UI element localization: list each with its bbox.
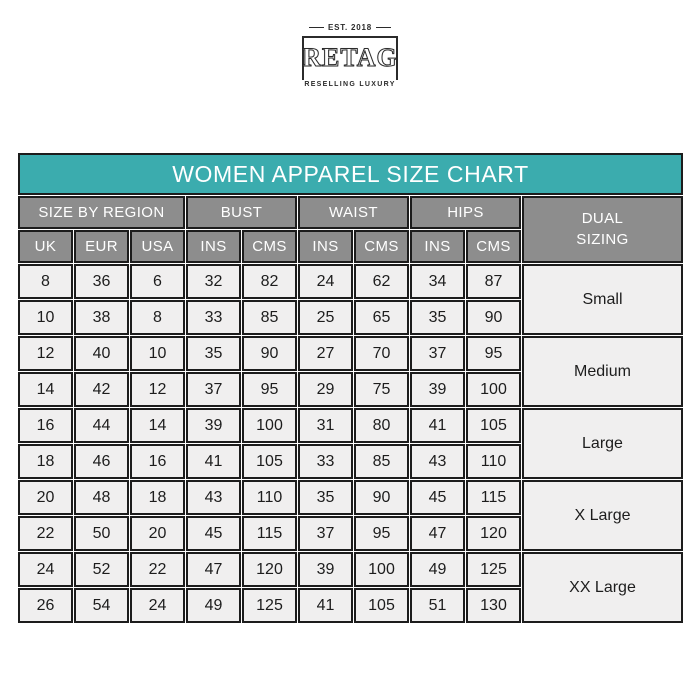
size-cell: 115 <box>466 480 521 515</box>
column-header-dual-sizing <box>522 196 683 263</box>
column-group-size-by-region: SIZE BY REGION <box>18 196 185 229</box>
size-cell: 37 <box>410 336 465 371</box>
size-cell: 95 <box>242 372 297 407</box>
size-cell: 12 <box>18 336 73 371</box>
column-group-hips: HIPS <box>410 196 521 229</box>
size-cell: 125 <box>242 588 297 623</box>
size-cell: 10 <box>18 300 73 335</box>
size-cell: 50 <box>74 516 129 551</box>
size-cell: 35 <box>298 480 353 515</box>
table-row <box>18 264 683 299</box>
column-header-eur: EUR <box>74 230 129 263</box>
column-header-usa: USA <box>130 230 185 263</box>
size-cell: 39 <box>298 552 353 587</box>
size-cell: 125 <box>466 552 521 587</box>
size-cell: 45 <box>410 480 465 515</box>
size-cell: 85 <box>242 300 297 335</box>
chart-title: WOMEN APPAREL SIZE CHART <box>18 153 683 195</box>
size-cell: 105 <box>354 588 409 623</box>
size-cell: 62 <box>354 264 409 299</box>
size-cell: 100 <box>354 552 409 587</box>
size-cell: 39 <box>186 408 241 443</box>
size-cell: 41 <box>410 408 465 443</box>
logo-established-line <box>302 23 398 32</box>
size-cell: 41 <box>186 444 241 479</box>
logo-established-text: EST. 2018 <box>327 23 373 32</box>
size-cell: 46 <box>74 444 129 479</box>
size-cell: 85 <box>354 444 409 479</box>
size-cell: 38 <box>74 300 129 335</box>
table-row <box>18 552 683 587</box>
size-cell: 82 <box>242 264 297 299</box>
size-cell: 33 <box>298 444 353 479</box>
dual-size-label-large: Large <box>522 408 683 479</box>
size-cell: 105 <box>466 408 521 443</box>
size-cell: 115 <box>242 516 297 551</box>
size-cell: 87 <box>466 264 521 299</box>
size-cell: 100 <box>466 372 521 407</box>
dual-size-label-medium: Medium <box>522 336 683 407</box>
size-cell: 24 <box>298 264 353 299</box>
size-cell: 49 <box>410 552 465 587</box>
column-group-waist: WAIST <box>298 196 409 229</box>
size-cell: 95 <box>354 516 409 551</box>
dual-size-label-x-large: X Large <box>522 480 683 551</box>
dual-size-label-small: Small <box>522 264 683 335</box>
size-cell: 120 <box>466 516 521 551</box>
size-cell: 110 <box>242 480 297 515</box>
size-cell: 20 <box>18 480 73 515</box>
table-row <box>18 480 683 515</box>
logo-right-rule <box>376 27 391 28</box>
dual-size-label-xx-large: XX Large <box>522 552 683 623</box>
size-cell: 90 <box>466 300 521 335</box>
size-cell: 8 <box>130 300 185 335</box>
size-cell: 90 <box>242 336 297 371</box>
size-cell: 27 <box>298 336 353 371</box>
size-cell: 36 <box>74 264 129 299</box>
size-cell: 24 <box>130 588 185 623</box>
size-cell: 47 <box>410 516 465 551</box>
size-cell: 22 <box>18 516 73 551</box>
size-cell: 43 <box>186 480 241 515</box>
size-cell: 34 <box>410 264 465 299</box>
size-cell: 18 <box>18 444 73 479</box>
size-cell: 65 <box>354 300 409 335</box>
size-cell: 39 <box>410 372 465 407</box>
table-row <box>18 336 683 371</box>
size-cell: 33 <box>186 300 241 335</box>
size-cell: 24 <box>18 552 73 587</box>
size-cell: 32 <box>186 264 241 299</box>
size-cell: 35 <box>186 336 241 371</box>
size-cell: 80 <box>354 408 409 443</box>
size-cell: 70 <box>354 336 409 371</box>
size-cell: 25 <box>298 300 353 335</box>
size-cell: 51 <box>410 588 465 623</box>
size-cell: 44 <box>74 408 129 443</box>
column-header-waist-ins: INS <box>298 230 353 263</box>
column-header-hips-cms: CMS <box>466 230 521 263</box>
size-cell: 110 <box>466 444 521 479</box>
size-cell: 26 <box>18 588 73 623</box>
column-header-waist-cms: CMS <box>354 230 409 263</box>
column-header-bust-ins: INS <box>186 230 241 263</box>
size-cell: 75 <box>354 372 409 407</box>
size-cell: 37 <box>186 372 241 407</box>
logo-frame <box>302 36 398 86</box>
size-cell: 48 <box>74 480 129 515</box>
size-cell: 14 <box>130 408 185 443</box>
size-cell: 54 <box>74 588 129 623</box>
size-cell: 42 <box>74 372 129 407</box>
column-header-hips-ins: INS <box>410 230 465 263</box>
size-cell: 52 <box>74 552 129 587</box>
size-cell: 14 <box>18 372 73 407</box>
size-cell: 16 <box>130 444 185 479</box>
size-cell: 8 <box>18 264 73 299</box>
retag-logo <box>302 23 398 86</box>
size-cell: 47 <box>186 552 241 587</box>
size-cell: 10 <box>130 336 185 371</box>
size-cell: 43 <box>410 444 465 479</box>
size-cell: 22 <box>130 552 185 587</box>
size-cell: 29 <box>298 372 353 407</box>
size-cell: 105 <box>242 444 297 479</box>
size-cell: 18 <box>130 480 185 515</box>
size-cell: 100 <box>242 408 297 443</box>
logo-left-rule <box>309 27 324 28</box>
size-cell: 95 <box>466 336 521 371</box>
size-cell: 20 <box>130 516 185 551</box>
dual-sizing-header-text: DUAL SIZING <box>576 210 629 248</box>
size-cell: 45 <box>186 516 241 551</box>
size-cell: 41 <box>298 588 353 623</box>
size-cell: 35 <box>410 300 465 335</box>
column-header-bust-cms: CMS <box>242 230 297 263</box>
table-row <box>18 408 683 443</box>
size-cell: 40 <box>74 336 129 371</box>
size-chart-table <box>17 152 684 624</box>
size-cell: 31 <box>298 408 353 443</box>
size-cell: 12 <box>130 372 185 407</box>
column-header-uk: UK <box>18 230 73 263</box>
size-cell: 90 <box>354 480 409 515</box>
logo-tagline: RESELLING LUXURY <box>301 80 398 90</box>
size-cell: 16 <box>18 408 73 443</box>
size-cell: 37 <box>298 516 353 551</box>
logo-brand-name: RETAG <box>302 43 398 72</box>
size-cell: 130 <box>466 588 521 623</box>
size-cell: 49 <box>186 588 241 623</box>
size-cell: 6 <box>130 264 185 299</box>
column-group-bust: BUST <box>186 196 297 229</box>
size-cell: 120 <box>242 552 297 587</box>
